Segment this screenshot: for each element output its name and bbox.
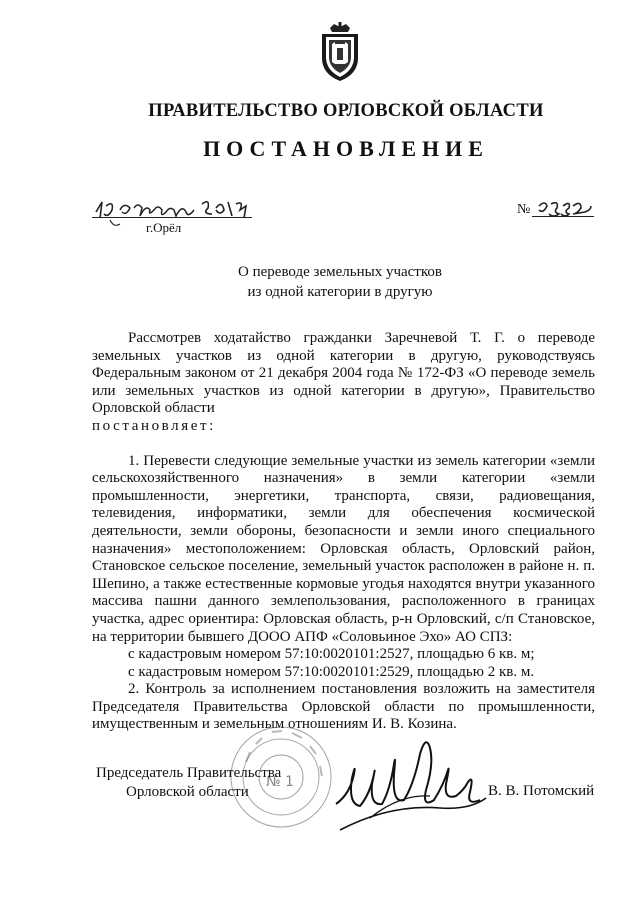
document-type-title: ПОСТАНОВЛЕНИЕ xyxy=(203,136,489,161)
resolves-text: постановляет: xyxy=(92,417,216,434)
position-line-2: Орловской области xyxy=(126,784,249,800)
plot-2-line: с кадастровым номером 57:10:0020101:2529, площадью 2 кв. м. xyxy=(128,663,535,680)
intro-paragraph xyxy=(92,330,595,436)
item-2-paragraph: 2. Контроль за исполнением постановления возложить на заместителя Председателя Правительства Орловской области по промышленности, имущественным и земельным отношениям И. В. Козина. xyxy=(92,681,595,733)
item-1-paragraph: 1. Перевести следующие земельные участки из земель категории «земли сельскохозяйственного назначения» в земли категории «земли промышленности, энергетики, транспорта, связи, радиовещания, телевидения, информатики, земли для обеспечения космической деятельности, земли обороны, безопасности и земли иного специального назначения» местоположением: Орловская область, Орловский район, Становское сельское поселение, земельный участок расположен в районе н. п. Шепино, а также естественные кормовые угодья находятся внутри указанного массива пашни данного землепользования, расположенного в границах участка, адрес ориентира: Орловская область, р-н Орловский, с/п Становское, на территории бывшего ДООО АПФ «Соловьиное Эхо» АО СПЗ: xyxy=(92,452,595,645)
subject-line-1: О переводе земельных участков xyxy=(238,264,442,280)
organization-title: ПРАВИТЕЛЬСТВО ОРЛОВСКОЙ ОБЛАСТИ xyxy=(148,101,544,121)
intro-text: Рассмотрев ходатайство гражданки Заречневой Т. Г. о переводе земельных участков из одной категории в другую, руководствуясь Федеральным законом от 21 декабря 2004 года № 172-ФЗ «О переводе земель или земельных участков из одной категории в другую», Правительство Орловской области xyxy=(92,330,595,417)
number-underline xyxy=(532,216,594,217)
document-subject xyxy=(200,262,480,302)
position-line-1: Председатель Правительства xyxy=(96,765,282,781)
city-label: г.Орёл xyxy=(146,220,182,235)
handwritten-signature-icon xyxy=(330,734,490,844)
signatory-position xyxy=(96,764,281,802)
subject-line-2: из одной категории в другую xyxy=(247,284,433,300)
signatory-name: В. В. Потомский xyxy=(488,783,595,799)
number-prefix: № xyxy=(517,202,531,217)
seal-number: № 1 xyxy=(266,774,294,790)
coat-of-arms-icon xyxy=(318,22,362,82)
date-underline xyxy=(92,217,252,218)
plot-1-line: с кадастровым номером 57:10:0020101:2527, площадью 6 кв. м; xyxy=(128,646,535,663)
document-body xyxy=(92,330,595,734)
